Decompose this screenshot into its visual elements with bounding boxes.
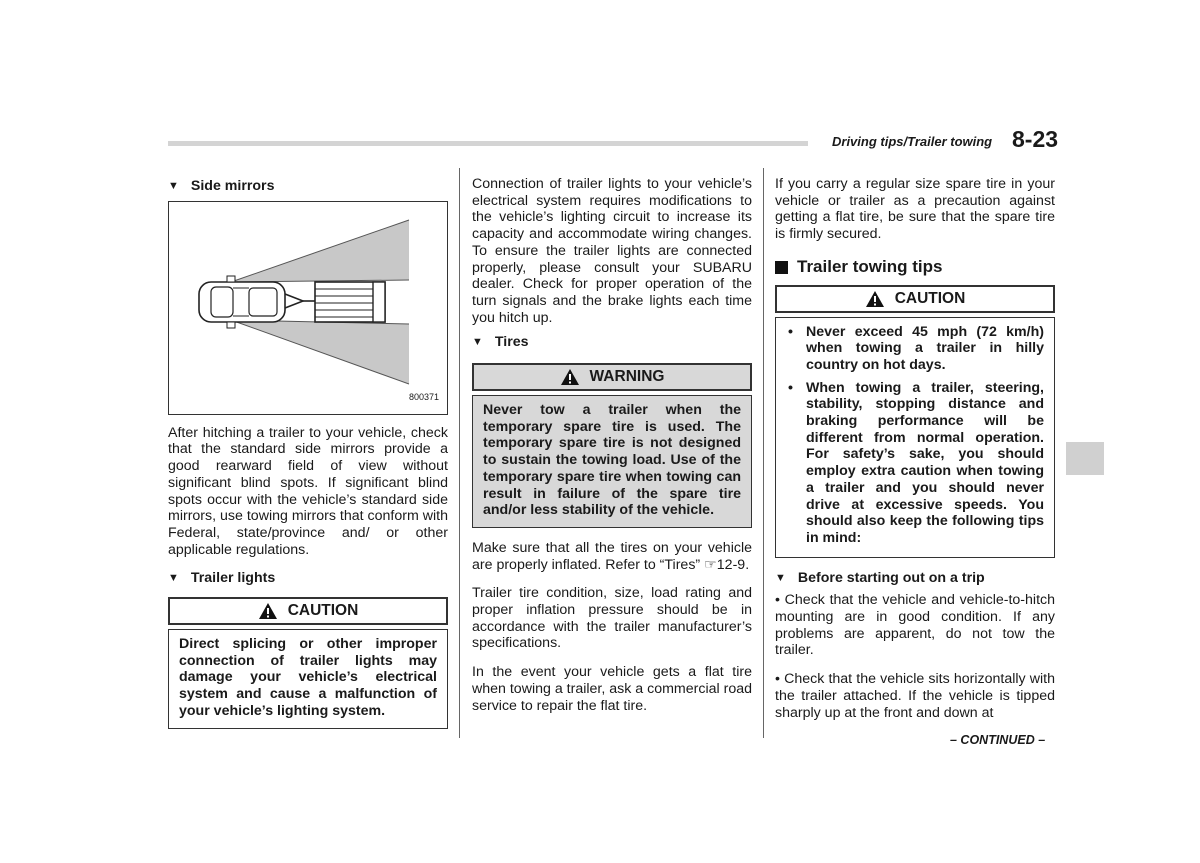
column-divider: [763, 168, 764, 738]
column-3: [775, 176, 1055, 733]
column-1: [168, 178, 448, 729]
flat-tire-text: In the event your vehicle gets a flat tire when towing a trailer, ask a commercial road service to repair the flat tire.: [472, 664, 752, 714]
towing-view-illustration: [169, 202, 447, 412]
section-title: Driving tips/Trailer towing: [832, 134, 993, 149]
before-item: • Check that the vehicle and vehicle-to-hitch mounting are in good condition. If any problems are apparent, do not tow the trailer.: [775, 592, 1055, 659]
caution-box-body: [775, 317, 1055, 558]
caution-item: • Never exceed 45 mph (72 km/h) when towing a trailer in hilly country on hot days.: [786, 324, 1044, 374]
before-trip-heading: ▼ Before starting out on a trip: [775, 569, 985, 586]
warning-triangle-icon: [865, 290, 885, 308]
warning-box-body: Never tow a trailer when the temporary spare tire is used. The temporary spare tire is not designed to sustain the towing load. Use of the temporary spare tire when towing can result in failure of the spare tire and/or less stability of the vehicle.: [472, 395, 752, 528]
spare-tire-text: If you carry a regular size spare tire in your vehicle or trailer as a precaution against getting a flat tire, be sure that the spare tire is firmly secured.: [775, 176, 1055, 243]
page-number: 8-23: [1012, 126, 1059, 152]
figure-code: 800371: [408, 392, 439, 402]
condition-text: Trailer tire condition, size, load rating and proper inflation pressure should be in accordance with the trailer manufacturer’s specifications.: [472, 585, 752, 652]
column-2: [472, 176, 752, 726]
side-mirror-figure: [168, 201, 448, 415]
header-rule: [168, 141, 808, 146]
warning-box-title: WARNING: [472, 363, 752, 391]
warning-triangle-icon: [560, 368, 580, 386]
caution-box-title: CAUTION: [775, 285, 1055, 313]
column-divider: [459, 168, 460, 738]
warning-triangle-icon: [258, 602, 278, 620]
chapter-tab: [1066, 442, 1104, 475]
tires-heading: ▼ Tires: [472, 334, 529, 351]
triangle-bullet-icon: ▼: [168, 180, 179, 192]
side-mirrors-heading: ▼ Side mirrors: [168, 178, 275, 194]
trailer-towing-tips-heading: Trailer towing tips: [775, 259, 1055, 276]
inflation-text: Make sure that all the tires on your vehicle are properly inflated. Refer to “Tires” ☞12-9.: [472, 539, 752, 573]
triangle-bullet-icon: ▼: [168, 572, 179, 585]
caution-item: • When towing a trailer, steering, stability, stopping distance and braking performance will be different from normal operation. For safety’s sake, you should employ extra caution when towing a trailer and you should never drive at excessive speeds. You should also keep the following tips in mind:: [786, 380, 1044, 547]
caution-box-body: Direct splicing or other improper connection of trailer lights may damage your vehicle’s electrical system and cause a malfunction of your vehicle’s lighting system.: [168, 629, 448, 729]
trailer-lights-heading: ▼ Trailer lights: [168, 570, 276, 587]
continued-note: – CONTINUED –: [950, 733, 1046, 747]
before-item: • Check that the vehicle sits horizontally with the trailer attached. If the vehicle is tipped sharply up at the front and down at: [775, 671, 1055, 721]
side-mirrors-text: After hitching a trailer to your vehicle, check that the standard side mirrors provide a good rearward field of view without significant blind spots. If significant blind spots occur with the vehicle’s standard side mirrors, use towing mirrors that conform with Federal, state/province and/ or other applicable regulations.: [168, 424, 448, 558]
triangle-bullet-icon: ▼: [775, 571, 786, 584]
triangle-bullet-icon: ▼: [472, 336, 483, 349]
caution-box-title: CAUTION: [168, 597, 448, 625]
section-square-icon: [775, 261, 788, 274]
lights-text: Connection of trailer lights to your vehicle’s electrical system requires modifications to the vehicle’s lighting circuit to increase its capacity and accommodate wiring changes. To ensure the trailer lights are connected properly, please consult your SUBARU dealer. Check for proper operation of the turn signals and the brake lights each time you hitch up.: [472, 176, 752, 326]
